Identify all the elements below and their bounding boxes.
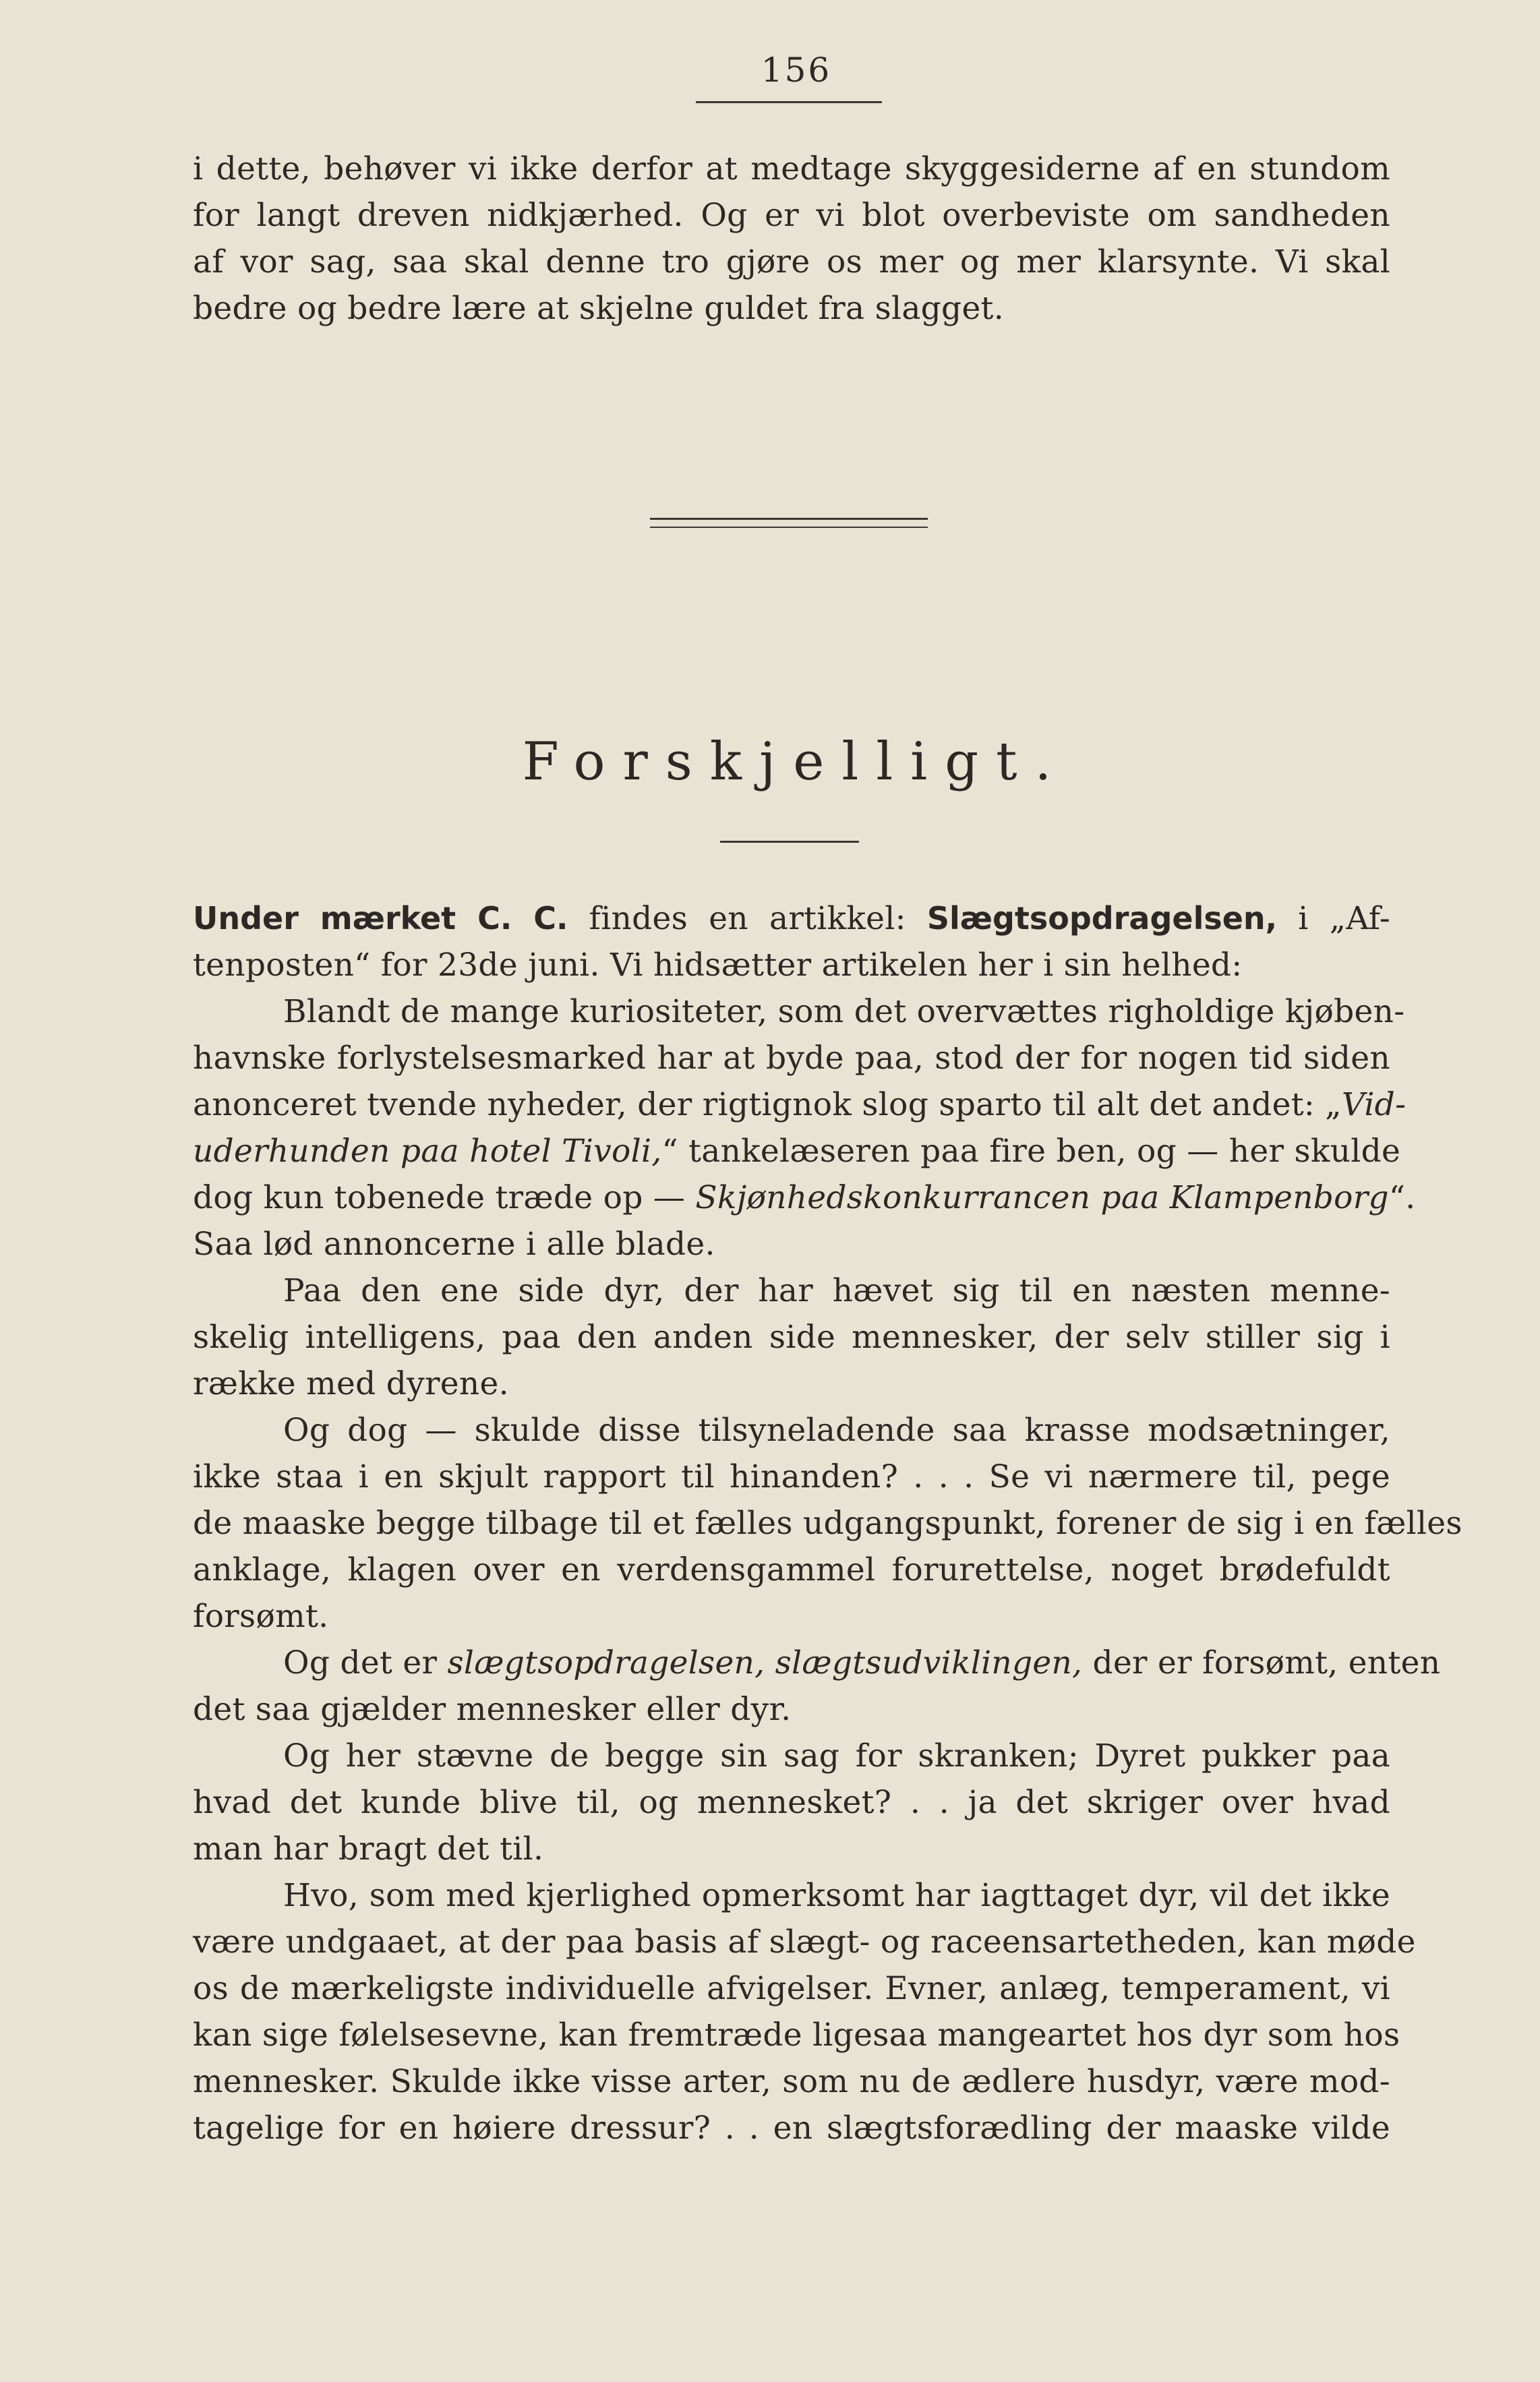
italic-span: uderhunden paa hotel Tivoli, [193,1133,662,1170]
text-line: de maaske begge tilbage til et fælles udgangspunkt, forener de sig i en fælles [193,1505,1462,1542]
text-span: “. [1388,1179,1416,1216]
text-line: forsømt. [193,1598,329,1635]
text-line: Og dog — skulde disse tilsyneladende saa krasse modsætninger, [283,1412,1390,1449]
text-span: dog kun tobenede træde op — [193,1179,696,1216]
text-line: Og her stævne de begge sin sag for skranken; Dyret pukker paa [283,1737,1390,1775]
text-line: række med dyrene. [193,1365,509,1402]
text-line: mennesker. Skulde ikke visse arter, som nu de ædlere husdyr, være mod- [193,2063,1390,2100]
text-line: os de mærkeligste individuelle afvigelser. Evner, anlæg, temperament, vi [193,1970,1390,2007]
text-line [193,1640,1441,1686]
text-span: anonceret tvende nyheder, der rigtignok slog sparto til alt det andet: „ [193,1086,1342,1123]
text-line: tagelige for en høiere dressur? . . en slægtsforædling der maaske vilde [193,2110,1390,2147]
title-underline [720,841,859,843]
text-line: kan sige følelsesevne, kan fremtræde ligesaa mangeartet hos dyr som hos [193,2017,1400,2054]
text-line: skelig intelligens, paa den anden side mennesker, der selv stiller sig i [193,1319,1390,1356]
article-title: Slægtsopdragelsen, [926,900,1278,936]
italic-span: slægtsopdragelsen, slægtsudviklingen, [447,1644,1083,1681]
text-line: man har bragt det til. [193,1830,544,1868]
text-line: af vor sag, saa skal denne tro gjøre os mer og mer klarsynte. Vi skal [193,243,1390,280]
page-number: 156 [761,51,832,90]
text-line: Blandt de mange kuriositeter, som det overvættes righoldige kjøben- [283,993,1405,1030]
text-span: Og det er [283,1644,448,1681]
text-line [193,895,1390,942]
text-span: i „Af- [1277,900,1390,937]
text-line: ikke staa i en skjult rapport til hinanden? . . . Se vi nærmere til, pege [193,1458,1390,1495]
text-line: anklage, klagen over en verdensgammel forurettelse, noget brødefuldt [193,1551,1390,1588]
text-line [193,1081,1406,1128]
italic-span: Vid- [1341,1086,1406,1123]
text-span: der er forsømt, enten [1082,1644,1441,1681]
text-line: bedre og bedre lære at skjelne guldet fra slagget. [193,290,1004,327]
text-line: havnske forlystelsesmarked har at byde paa, stod der for nogen tid siden [193,1040,1390,1077]
text-line: Hvo, som med kjerlighed opmerksomt har iagttaget dyr, vil det ikke [283,1877,1390,1914]
source-label: Under mærket C. C. [193,900,568,936]
text-line: Saa lød annoncerne i alle blade. [193,1226,715,1263]
text-line: tenposten“ for 23de juni. Vi hidsætter artikelen her i sin helhed: [193,947,1243,984]
section-divider [650,518,928,528]
text-line [193,1128,1401,1174]
section-title: Forskjelligt. [522,732,1069,792]
text-line: i dette, behøver vi ikke derfor at medtage skyggesiderne af en stundom [193,150,1390,187]
text-line [193,1174,1416,1221]
text-line: Paa den ene side dyr, der har hævet sig til en næsten menne- [283,1272,1390,1309]
intro-paragraph [193,146,1390,332]
article-body [193,895,1462,2151]
text-span: “ tankelæseren paa fire ben, og — her skulde [661,1133,1401,1170]
text-line: for langt dreven nidkjærhed. Og er vi blot overbeviste om sandheden [193,197,1390,234]
text-span: findes en artikkel: [568,900,927,937]
text-line: det saa gjælder mennesker eller dyr. [193,1691,792,1728]
text-line: hvad det kunde blive til, og mennesket? . . ja det skriger over hvad [193,1784,1390,1821]
page-number-rule [696,101,882,103]
text-line: være undgaaet, at der paa basis af slægt- og raceensartetheden, kan møde [193,1924,1416,1961]
italic-span: Skjønhedskonkurrancen paa Klampenborg [695,1179,1389,1216]
